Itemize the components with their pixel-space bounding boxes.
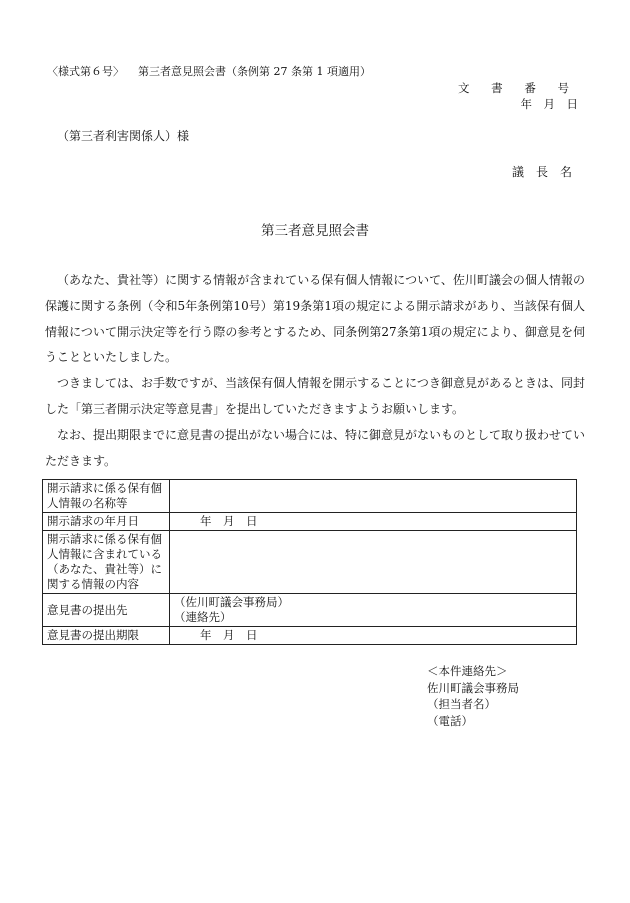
body-paragraph: つきましては、お手数ですが、当該保有個人情報を開示することにつき御意見があるときは、同封した「第三者開示決定等意見書」を提出していただきますようお願いします。 bbox=[45, 376, 585, 416]
table-row bbox=[43, 627, 577, 645]
row-label: 開示請求に係る保有個人情報に含まれている（あなた、貴社等）に関する情報の内容 bbox=[43, 531, 170, 594]
table-row bbox=[43, 594, 577, 627]
table-row bbox=[43, 531, 577, 594]
row-value bbox=[170, 531, 577, 594]
body-paragraph: なお、提出期限までに意見書の提出がない場合には、特に御意見がないものとして取り扱わせていただきます。 bbox=[45, 427, 586, 468]
contact-phone: （電話） bbox=[427, 713, 473, 728]
form-number: 〈様式第６号〉 bbox=[47, 65, 124, 78]
row-label: 開示請求の年月日 bbox=[43, 513, 170, 531]
document-title: 第三者意見照会書 bbox=[261, 223, 369, 239]
form-title: 第三者意見照会書（条例第 27 条第 1 項適用） bbox=[138, 65, 371, 78]
addressee: （第三者利害関係人）様 bbox=[57, 129, 190, 143]
body-paragraph: （あなた、貴社等）に関する情報が含まれている保有個人情報について、佐川町議会の個人情報の保護に関する条例（令和5年条例第10号）第19条第1項の規定による開示請求があり、当該保有個人情報について開示決定等を行う際の参考とするため、同条例第27条第1項の規定により、御意見を伺うことといたしました。 bbox=[45, 273, 585, 365]
contact-person: （担当者名） bbox=[427, 697, 496, 711]
contact-heading: ＜本件連絡先＞ bbox=[427, 664, 508, 678]
row-value: 年 月 日 bbox=[170, 513, 577, 531]
row-label: 開示請求に係る保有個人情報の名称等 bbox=[43, 480, 170, 513]
row-value: 年 月 日 bbox=[170, 627, 577, 645]
form-label bbox=[47, 63, 371, 79]
table-row bbox=[43, 480, 577, 513]
contact-block bbox=[427, 663, 519, 729]
issue-date: 年 月 日 bbox=[520, 97, 578, 111]
document-number: 文 書 番 号 bbox=[458, 81, 578, 95]
body-text bbox=[45, 268, 585, 474]
info-table bbox=[42, 479, 577, 645]
table-row bbox=[43, 513, 577, 531]
contact-office: 佐川町議会事務局 bbox=[427, 680, 519, 695]
row-label: 意見書の提出期限 bbox=[43, 627, 170, 645]
row-label: 意見書の提出先 bbox=[43, 594, 170, 627]
row-value: （佐川町議会事務局） （連絡先） bbox=[170, 594, 577, 627]
sender-name: 議 長 名 bbox=[511, 165, 572, 179]
row-value bbox=[170, 480, 577, 513]
